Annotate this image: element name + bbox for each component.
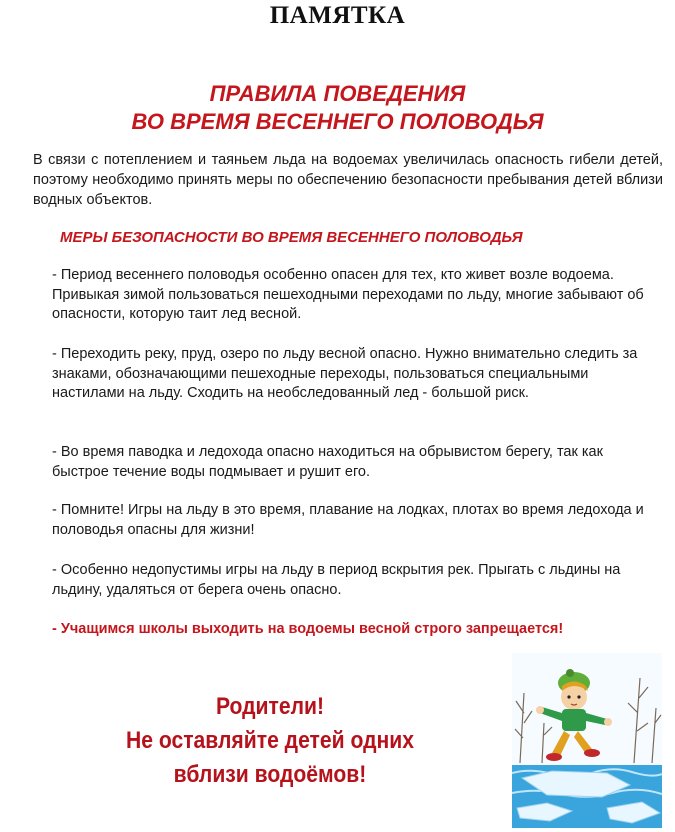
appeal-line-1: Родители! (215, 693, 325, 720)
rule-item: - Особенно недопустимы игры на льду в период вскрытия рек. Прыгать с льдины на льдину, удаляться от берега очень опасно. (52, 562, 621, 598)
rule-item: - Переходить реку, пруд, озеро по льду весной опасно. Нужно внимательно следить за знаками, обозначающими пешеходные переходы, пользоваться специальными настилами на льду. Сходить на необследованный лед - большой риск. (52, 346, 638, 401)
safety-subheading: МЕРЫ БЕЗОПАСНОСТИ ВО ВРЕМЯ ВЕСЕННЕГО ПОЛОВОДЬЯ (60, 229, 523, 246)
rule-item: - Помните! Игры на льду в это время, плавание на лодках, плотах во время ледохода и половодья опасны для жизни! (52, 502, 644, 538)
child-on-ice-illustration (512, 653, 662, 828)
main-heading-line-2: ВО ВРЕМЯ ВЕСЕННЕГО ПОЛОВОДЬЯ (131, 109, 544, 134)
intro-paragraph: В связи с потеплением и таяньем льда на водоемах увеличилась опасность гибели детей, поэтому необходимо принять меры по обеспечению безопасности пребывания детей вблизи водных объектов. (33, 152, 663, 208)
school-warning: - Учащимся школы выходить на водоемы весной строго запрещается! (52, 621, 564, 637)
appeal-line-2: Не оставляйте детей одних (125, 727, 415, 754)
rule-item: - Во время паводка и ледохода опасно находиться на обрывистом берегу, так как быстрое течение воды подмывает и рушит его. (52, 444, 603, 480)
main-heading (0, 80, 675, 136)
main-heading-line-1: ПРАВИЛА ПОВЕДЕНИЯ (209, 81, 466, 106)
appeal-line-3: вблизи водоёмов! (173, 761, 367, 788)
parents-appeal (107, 690, 433, 792)
rule-item: - Период весеннего половодья особенно опасен для тех, кто живет возле водоема. Привыкая зимой пользоваться пешеходными переходами по льду, многие забывают об опасности, которую таит лед весной. (52, 267, 644, 322)
page-title: ПАМЯТКА (269, 2, 406, 29)
